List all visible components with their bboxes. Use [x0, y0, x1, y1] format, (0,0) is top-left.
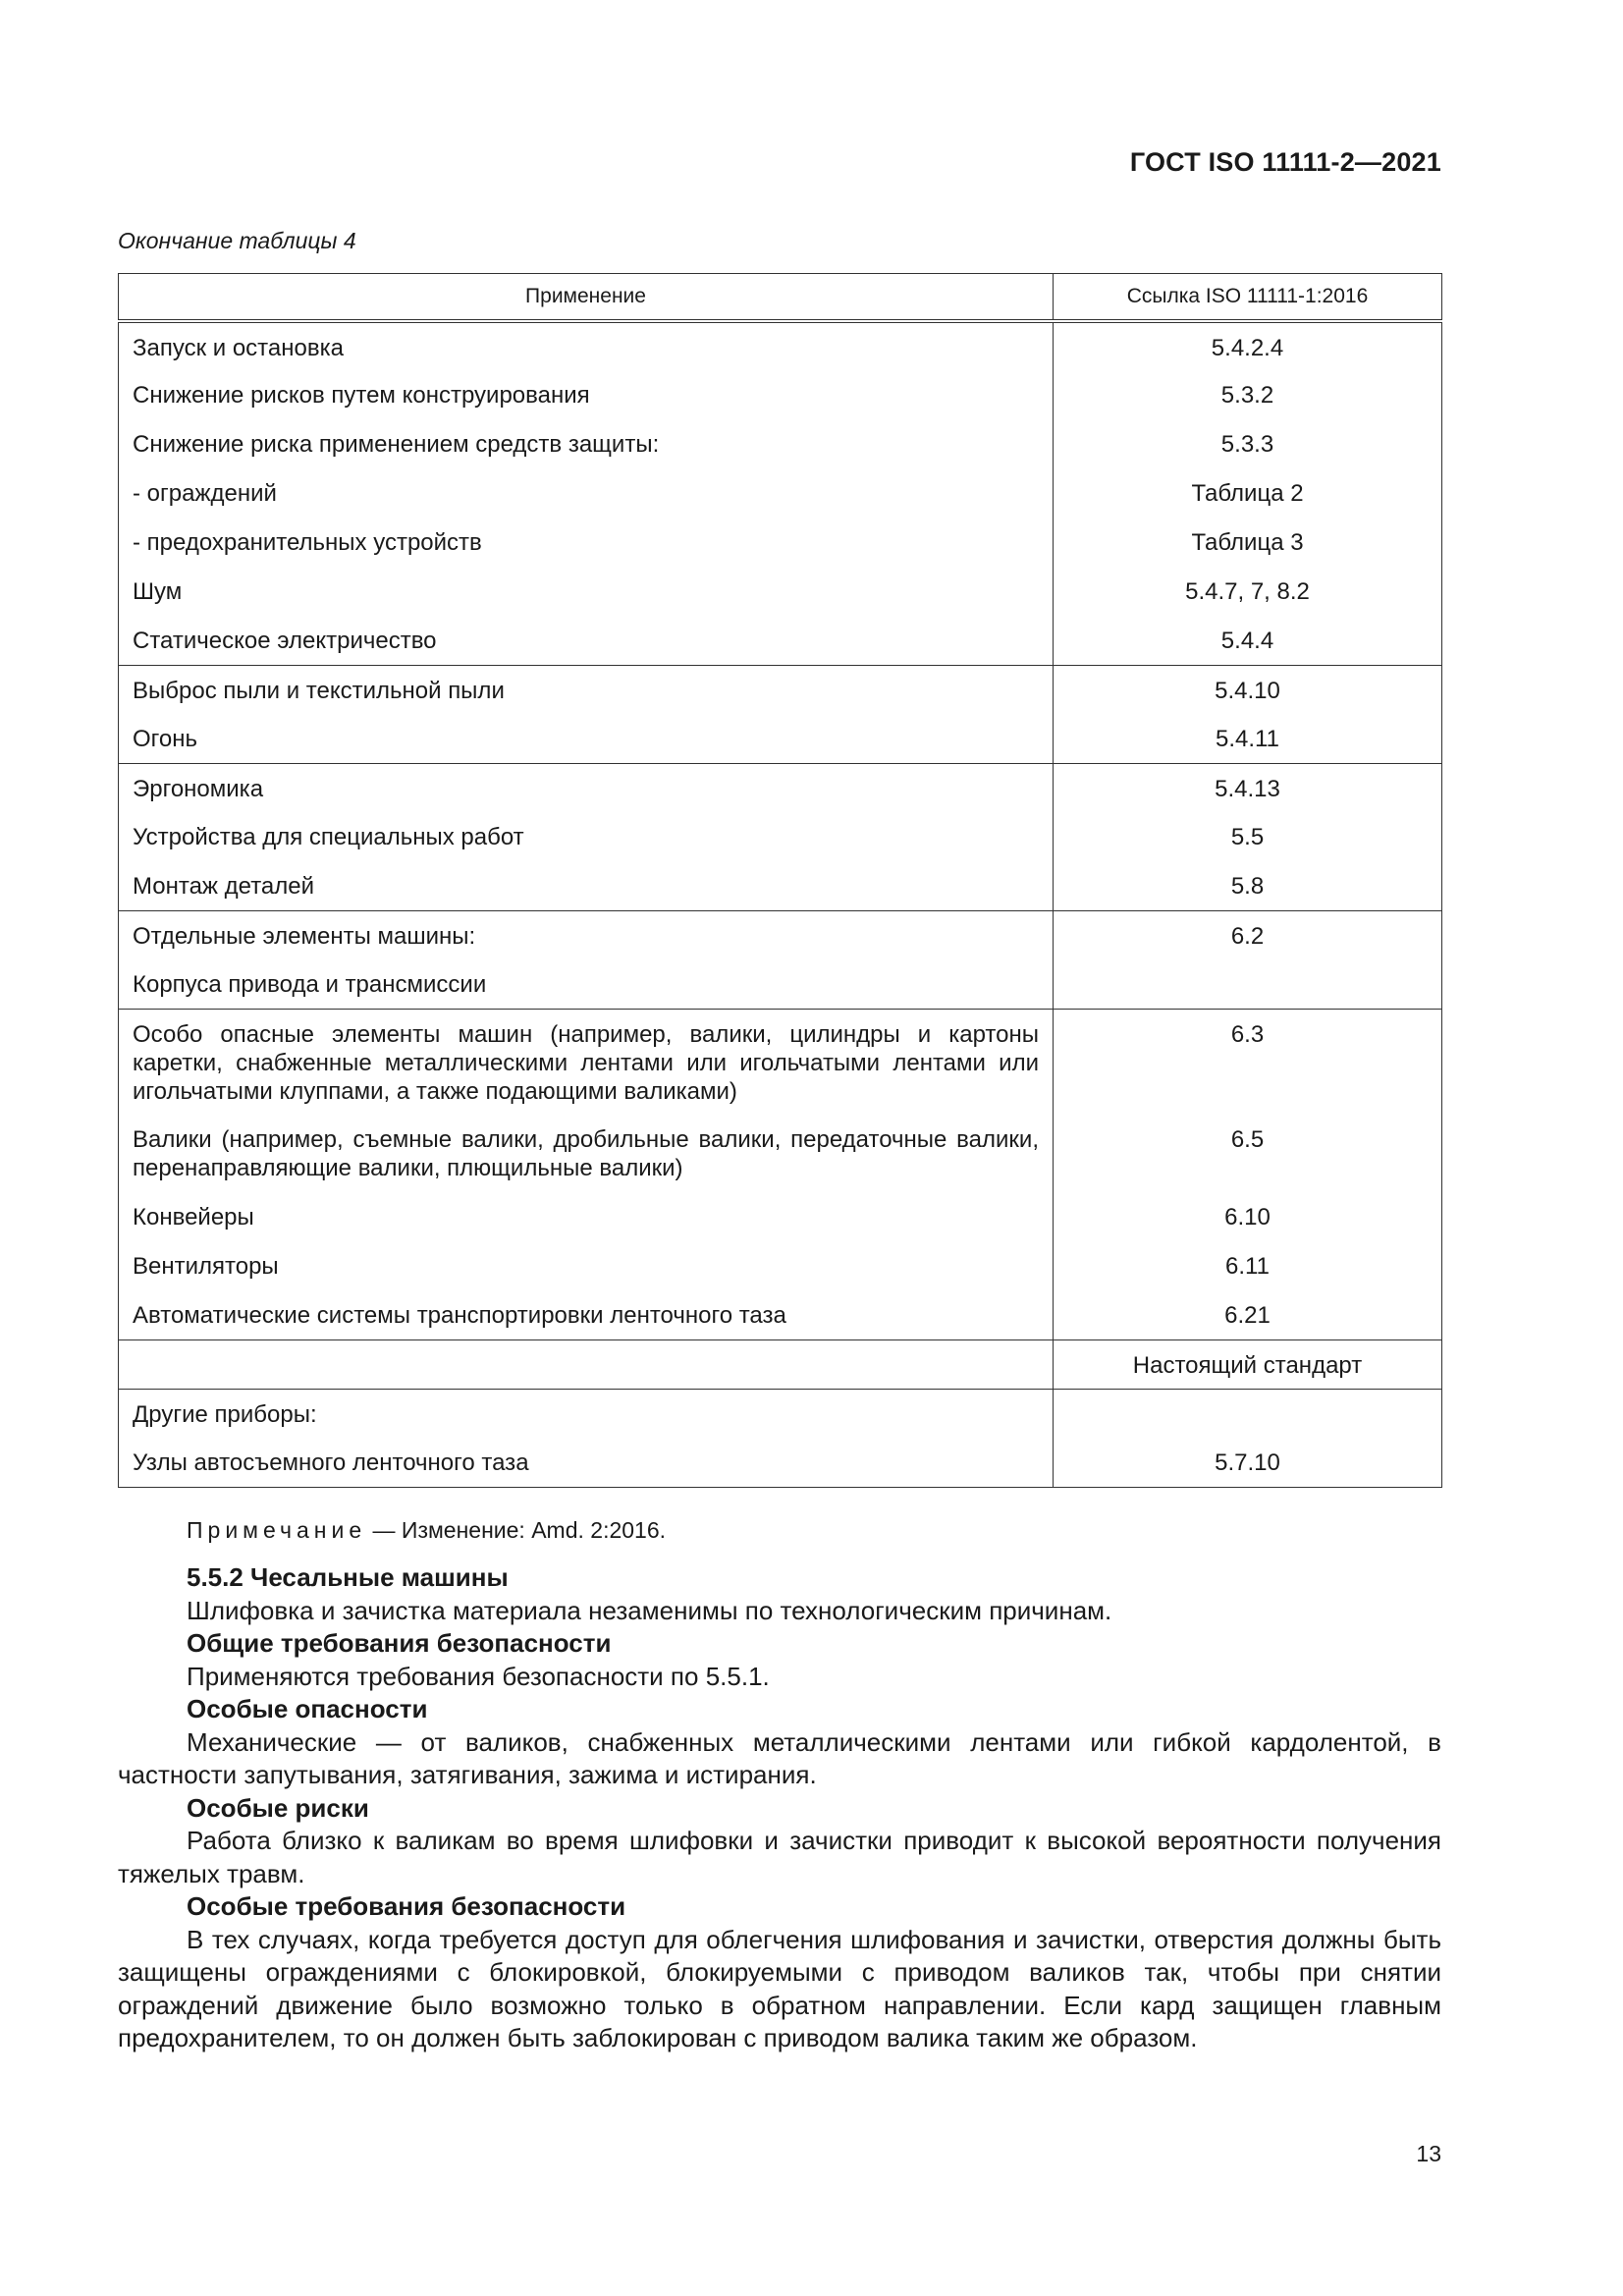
note-text: — Изменение: Amd. 2:2016.: [366, 1517, 667, 1543]
application-cell: Эргономика: [119, 763, 1054, 812]
table-row: [119, 616, 1442, 665]
paragraph-special-risks: Работа близко к валикам во время шлифовки и зачистки приводит к высокой вероятности получения тяжелых травм.: [118, 1826, 1441, 1888]
section-title: 5.5.2 Чесальные машины: [187, 1562, 509, 1592]
section-body: [118, 1561, 1441, 2055]
table-row: [119, 910, 1442, 959]
table-row: [119, 1438, 1442, 1487]
table-row: [119, 1009, 1442, 1115]
heading-special-safety-requirements: Особые требования безопасности: [187, 1891, 626, 1921]
reference-cell: 5.8: [1054, 861, 1442, 910]
paragraph-special-hazards: Механические — от валиков, снабженных металлическими лентами или гибкой кардолентой, в частности запутывания, затягивания, зажима и истирания.: [118, 1726, 1441, 1789]
reference-cell: 5.3.3: [1054, 419, 1442, 468]
standard-code: ГОСТ ISO 11111-2—2021: [1129, 147, 1441, 177]
application-cell: Выброс пыли и текстильной пыли: [119, 665, 1054, 714]
table-row: [119, 1339, 1442, 1389]
column-header-application: Применение: [119, 274, 1054, 322]
reference-cell: 5.4.13: [1054, 763, 1442, 812]
table-row: [119, 763, 1442, 812]
reference-cell: Таблица 3: [1054, 518, 1442, 567]
reference-cell: 5.4.4: [1054, 616, 1442, 665]
application-cell: Другие приборы:: [119, 1389, 1054, 1438]
table-row: [119, 518, 1442, 567]
application-cell: Отдельные элементы машины:: [119, 910, 1054, 959]
reference-cell: 6.11: [1054, 1241, 1442, 1290]
table-note: [187, 1517, 666, 1544]
application-cell: Конвейеры: [119, 1192, 1054, 1241]
table-row: [119, 1290, 1442, 1339]
application-cell: Особо опасные элементы машин (например, валики, цилиндры и картоны каретки, снабженные металлическими лентами или игольчатыми лентами или игольчатыми клуппами, а также подающими валиками): [119, 1009, 1054, 1115]
reference-cell: Таблица 2: [1054, 468, 1442, 518]
table-row: [119, 1192, 1442, 1241]
heading-special-risks: Особые риски: [187, 1792, 369, 1823]
application-cell: - предохранительных устройств: [119, 518, 1054, 567]
note-label: Примечание: [187, 1517, 367, 1543]
paragraph-general-requirements: Применяются требования безопасности по 5.5.1.: [187, 1661, 770, 1691]
application-cell: Шум: [119, 567, 1054, 616]
application-cell: Устройства для специальных работ: [119, 812, 1054, 861]
reference-cell: [1054, 1389, 1442, 1438]
table-row: [119, 861, 1442, 910]
reference-cell: 6.2: [1054, 910, 1442, 959]
table-row: [119, 959, 1442, 1009]
column-header-reference: Ссылка ISO 11111-1:2016: [1054, 274, 1442, 322]
requirements-table: [118, 273, 1442, 1488]
table-row: [119, 1389, 1442, 1438]
reference-cell: 5.4.10: [1054, 665, 1442, 714]
application-cell: Вентиляторы: [119, 1241, 1054, 1290]
application-cell: Валики (например, съемные валики, дробильные валики, передаточные валики, перенаправляющие валики, плющильные валики): [119, 1115, 1054, 1192]
table-row: [119, 468, 1442, 518]
table-row: [119, 419, 1442, 468]
application-cell: Корпуса привода и трансмиссии: [119, 959, 1054, 1009]
reference-cell: 5.5: [1054, 812, 1442, 861]
table-row: [119, 321, 1442, 370]
table-row: [119, 567, 1442, 616]
application-cell: Узлы автосъемного ленточного таза: [119, 1438, 1054, 1487]
paragraph-special-safety-requirements: В тех случаях, когда требуется доступ для облегчения шлифования и зачистки, отверстия должны быть защищены ограждениями с блокировкой, блокируемыми с приводом валиков так, чтобы при снятии ограждений движение было возможно только в обратном направлении. Если кард защищен главным предохранителем, то он должен быть заблокирован с приводом валика таким же образом.: [118, 1924, 1441, 2052]
reference-cell: 5.4.2.4: [1054, 321, 1442, 370]
table-caption: Окончание таблицы 4: [118, 228, 356, 253]
section-intro: Шлифовка и зачистка материала незаменимы по технологическим причинам.: [187, 1595, 1112, 1625]
heading-special-hazards: Особые опасности: [187, 1694, 428, 1723]
application-cell: Огонь: [119, 714, 1054, 763]
reference-cell: [1054, 959, 1442, 1009]
reference-cell: 5.4.7, 7, 8.2: [1054, 567, 1442, 616]
reference-cell: 5.4.11: [1054, 714, 1442, 763]
reference-cell: 6.21: [1054, 1290, 1442, 1339]
reference-cell: 5.3.2: [1054, 370, 1442, 419]
application-cell: Автоматические системы транспортировки ленточного таза: [119, 1290, 1054, 1339]
application-cell: Запуск и остановка: [119, 321, 1054, 370]
table-row: [119, 714, 1442, 763]
table-row: [119, 370, 1442, 419]
table-row: [119, 812, 1442, 861]
reference-cell: 6.10: [1054, 1192, 1442, 1241]
reference-cell: Настоящий стандарт: [1054, 1339, 1442, 1389]
table-row: [119, 665, 1442, 714]
reference-cell: 6.3: [1054, 1009, 1442, 1115]
application-cell: Статическое электричество: [119, 616, 1054, 665]
page-number: 13: [1416, 2141, 1441, 2166]
reference-cell: 6.5: [1054, 1115, 1442, 1192]
table-row: [119, 1241, 1442, 1290]
application-cell: Снижение рисков путем конструирования: [119, 370, 1054, 419]
table-header-row: [119, 274, 1442, 322]
reference-cell: 5.7.10: [1054, 1438, 1442, 1487]
heading-general-requirements: Общие требования безопасности: [187, 1628, 612, 1658]
table-row: [119, 1115, 1442, 1192]
application-cell: [119, 1339, 1054, 1389]
application-cell: Монтаж деталей: [119, 861, 1054, 910]
application-cell: Снижение риска применением средств защиты:: [119, 419, 1054, 468]
application-cell: - ограждений: [119, 468, 1054, 518]
